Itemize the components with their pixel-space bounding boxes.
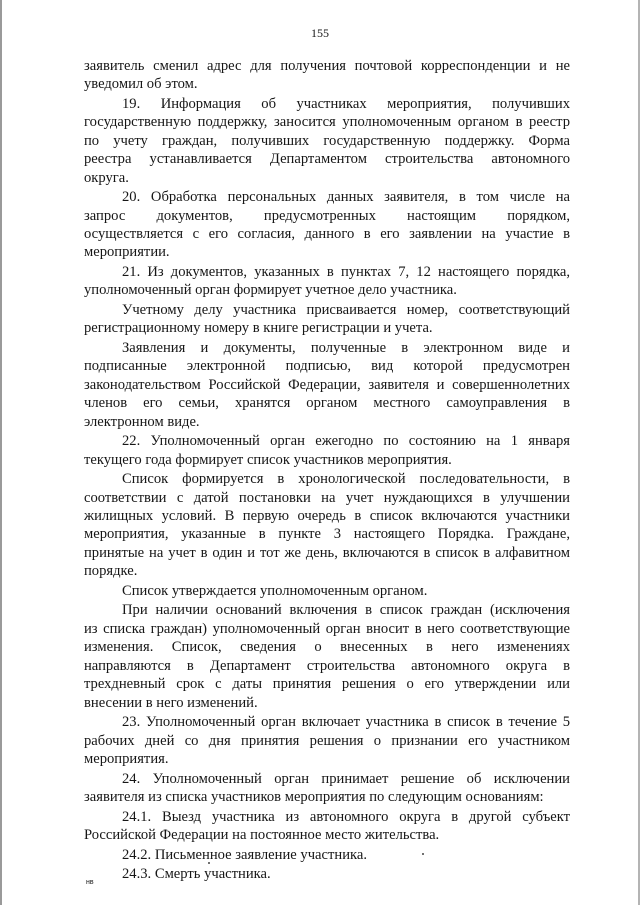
scan-speck [208, 862, 210, 864]
line: 24.2. Письменное заявление участника. [122, 846, 367, 863]
paragraph-19 [84, 95, 570, 187]
line: соответствии с датой постановки на учет нуждающихся в улучшении [84, 489, 570, 506]
scan-speck [422, 853, 424, 855]
line: электронном виде. [84, 413, 200, 430]
line: реестра устанавливается Департаментом строительства автономного [84, 151, 570, 168]
line: членов его семьи, хранятся органом местного самоуправления в [84, 395, 570, 412]
line: жилищных условий. В первую очередь в список включаются участники [84, 508, 570, 525]
line: заявитель сменил адрес для получения почтовой корреспонденции и не [84, 58, 570, 74]
line: мероприятии. [84, 244, 170, 261]
paragraph-22-approval [84, 582, 570, 600]
line: Список формируется в хронологической последовательности, в [122, 471, 570, 488]
line: текущего года формирует список участников мероприятия. [84, 451, 452, 468]
line: по учету граждан, получивших государственную поддержку. Форма [84, 132, 570, 149]
paragraph-continuation [84, 57, 570, 94]
line: законодательством Российской Федерации, заявителя и совершеннолетних [84, 376, 570, 393]
line: государственную поддержку, заносится уполномоченным органом в реестр [84, 114, 570, 131]
line: трехдневный срок с даты принятия решения о его утверждении или [84, 676, 570, 693]
line: Список утверждается уполномоченным органом. [122, 582, 428, 599]
line: заявителя из списка участников мероприятия по следующим основаниям: [84, 788, 544, 805]
line: Учетному делу участника присваивается номер, соответствующий [122, 302, 570, 319]
paragraph-23 [84, 713, 570, 768]
page-number: 155 [311, 26, 329, 40]
line: 21. Из документов, указанных в пунктах 7, 12 настоящего порядка, [122, 264, 570, 281]
footer-initials: нв [86, 879, 94, 886]
line: При наличии оснований включения в список граждан (исключения [122, 602, 570, 619]
paragraph-24-2 [84, 846, 570, 864]
paragraph-22-order [84, 470, 570, 580]
line: внесении в него изменений. [84, 694, 258, 711]
paragraph-24 [84, 770, 570, 807]
scan-left-edge [0, 0, 2, 905]
paragraph-22 [84, 432, 570, 469]
line: принятые на учет в один и тот же день, включаются в список в алфавитном [84, 544, 570, 561]
line: 24. Уполномоченный орган принимает решение об исключении [122, 770, 570, 787]
line: направляются в Департамент строительства автономного округа в [84, 657, 570, 674]
document-body [84, 57, 570, 884]
line: регистрационному номеру в книге регистрации и учета. [84, 320, 433, 337]
paragraph-22-changes [84, 601, 570, 711]
line: уполномоченный орган формирует учетное дело участника. [84, 282, 457, 299]
paragraph-24-1 [84, 808, 570, 845]
line: 19. Информация об участниках мероприятия, получивших [122, 96, 570, 112]
line: округа. [84, 169, 129, 186]
line: подписанные электронной подписью, вид которой предусмотрен [84, 358, 570, 375]
line: из списка граждан) уполномоченный орган вносит в него соответствующие [84, 620, 570, 637]
line: изменения. Список, сведения о внесенных в него изменениях [84, 639, 570, 656]
line: осуществляется с его согласия, данного в его заявлении на участие в [84, 226, 570, 243]
line: мероприятия, указанные в пункте 3 настоящего Порядка. Граждане, [84, 526, 570, 543]
line: 20. Обработка персональных данных заявителя, в том числе на [122, 189, 570, 206]
line: Российской Федерации на постоянное место жительства. [84, 826, 440, 843]
line: мероприятия. [84, 750, 169, 767]
line: 23. Уполномоченный орган включает участника в список в течение 5 [122, 714, 570, 731]
line: 24.3. Смерть участника. [122, 866, 271, 883]
line: рабочих дней со дня принятия решения о признании его участником [84, 732, 570, 749]
paragraph-20 [84, 188, 570, 262]
line: 24.1. Выезд участника из автономного округа в другой субъект [122, 808, 570, 825]
paragraph-21 [84, 263, 570, 300]
line: Заявления и документы, полученные в электронном виде и [122, 340, 570, 357]
line: запрос документов, предусмотренных настоящим порядком, [84, 207, 570, 224]
line: уведомил об этом. [84, 76, 198, 93]
paragraph-21-electronic [84, 339, 570, 431]
paragraph-24-3 [84, 865, 570, 883]
line: порядке. [84, 563, 138, 580]
paragraph-21-case-number [84, 301, 570, 338]
line: 22. Уполномоченный орган ежегодно по состоянию на 1 января [122, 433, 570, 450]
